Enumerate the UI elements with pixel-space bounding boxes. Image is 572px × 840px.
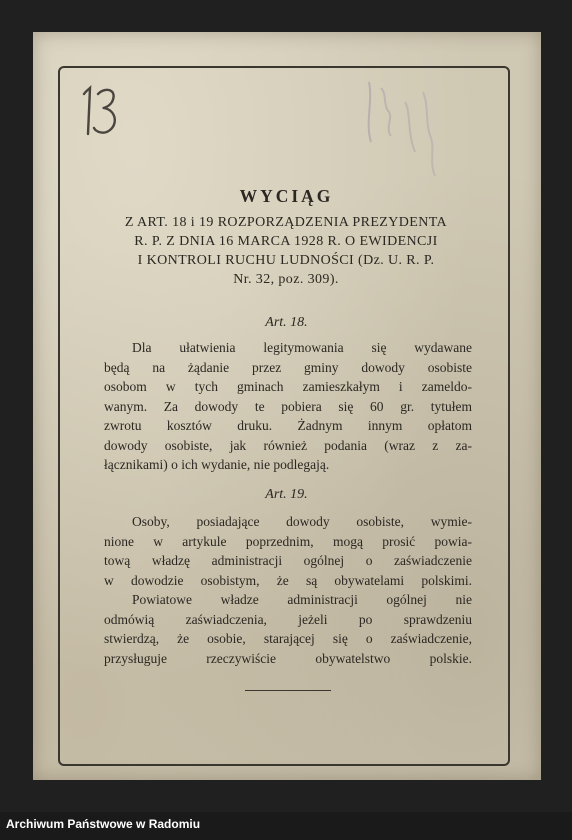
document-subtitle <box>96 213 476 289</box>
art-19-paragraph <box>104 512 472 668</box>
paragraph-line: dowody osobiste, jak również podania (wraz z za- <box>104 437 472 453</box>
paragraph-line: będą na żądanie przez gminy dowody osobiste <box>104 359 472 375</box>
paragraph-line: wanym. Za dowody te pobiera się 60 gr. tytułem <box>104 398 472 414</box>
document-title: WYCIĄG <box>239 186 334 206</box>
closing-rule <box>245 690 331 691</box>
subtitle-line: I KONTROLI RUCHU LUDNOŚCI (Dz. U. R. P. <box>137 253 435 268</box>
faint-pencil-marks <box>355 72 445 192</box>
paragraph-line: Dla ułatwienia legitymowania się wydawane <box>132 340 472 355</box>
paragraph-line: Powiatowe władze administracji ogólnej nie <box>132 592 472 607</box>
art-18-heading: Art. 18. <box>265 315 308 330</box>
paragraph-line: odmówią zaświadczenia, jeżeli po sprawdzeniu <box>104 611 472 627</box>
paragraph-line: przysługuje rzeczywiście obywatelstwo polskie. <box>104 650 472 666</box>
subtitle-line: R. P. Z DNIA 16 MARCA 1928 R. O EWIDENCJI <box>134 234 438 249</box>
paragraph-line: Osoby, posiadające dowody osobiste, wymie- <box>132 514 472 529</box>
paragraph-line: nione w artykule poprzednim, mogą prosić powia- <box>104 533 472 549</box>
archive-credit-label: Archiwum Państwowe w Radomiu <box>6 817 201 831</box>
paragraph-line: w dowodzie osobistym, że są obywatelami polskimi. <box>104 572 472 588</box>
subtitle-line: Nr. 32, poz. 309). <box>233 272 339 287</box>
art-18-paragraph <box>104 338 472 475</box>
handwritten-number-13 <box>76 80 122 140</box>
subtitle-line: Z ART. 18 i 19 ROZPORZĄDZENIA PREZYDENTA <box>124 215 448 230</box>
paragraph-line: zwrotu kosztów druku. Żadnym innym opłatom <box>104 418 472 433</box>
paragraph-line: łącznikami) o ich wydanie, nie podlegają. <box>104 457 330 472</box>
art-19-heading: Art. 19. <box>265 487 308 502</box>
paragraph-line: osobom w tych gminach zamieszkałym i zameldo- <box>104 379 472 394</box>
paragraph-line: tową władzę administracji ogólnej o zaświadczenie <box>104 553 472 568</box>
paragraph-line: stwierdzą, że osobie, starającej się o zaświadczenie, <box>104 631 472 646</box>
